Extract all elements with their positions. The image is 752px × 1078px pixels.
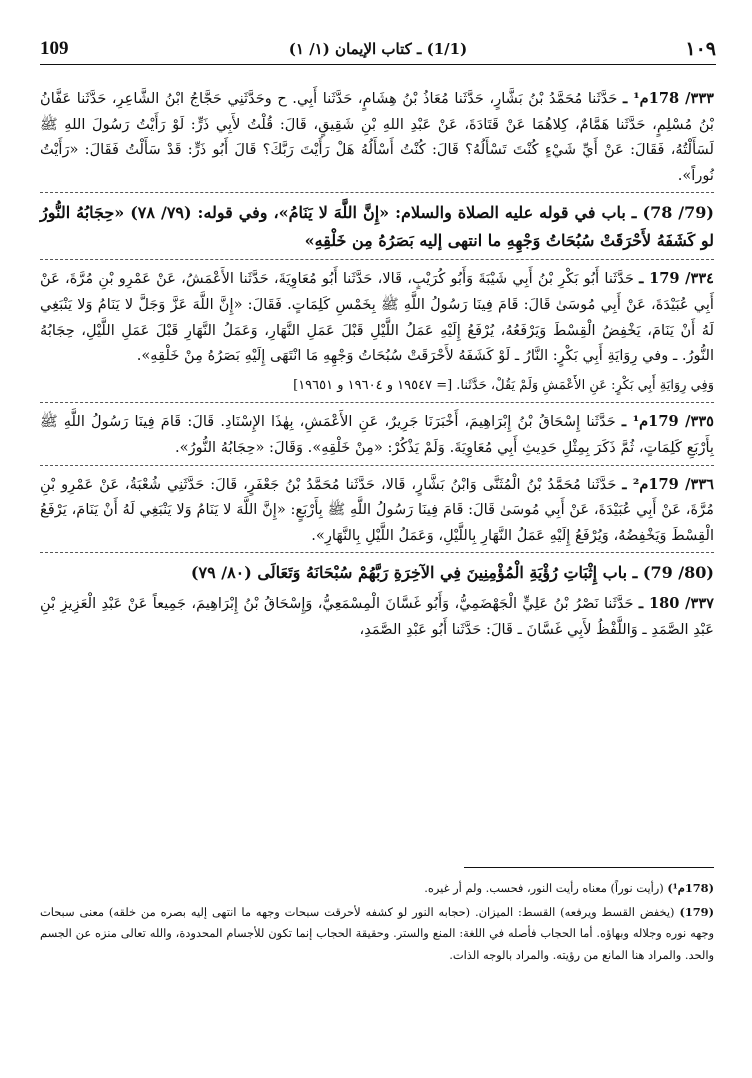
- hadith-number: ٣٣٦/ 179م² ـ: [622, 475, 715, 493]
- section-divider: [40, 192, 714, 193]
- riwaya-note: وَفِي رِوَايَةِ أَبِي بَكْرٍ: عَنِ الأَعْمَشِ وَلَمْ يَقُلْ، حَدَّثَنا. [= ١٩٥٤٧ و ١٩٦٠٤ و ١٩٦٥١]: [293, 377, 714, 393]
- hadith-336: [40, 472, 714, 549]
- page-number-latin: 109: [40, 38, 69, 59]
- footnote-label: (179): [679, 904, 714, 919]
- chapter-heading-78: (79/ 78) ـ باب في قوله عليه الصلاة والسلام: «إِنَّ اللَّهَ لا يَنَامُ»، وفي قوله: (٧٩/ ٧٨) «حِجَابُهُ النُّورُ لو كَشَفَهُ لأَحْرَقَتْ سُبُحَاتُ وَجْهِهِ ما انتهى إليه بَصَرُهُ مِن خَلْقِهِ»: [40, 203, 714, 251]
- hadith-number: ٣٣٥/ 179م¹ ـ: [621, 413, 715, 431]
- footnote-separator: [464, 867, 714, 868]
- hadith-text: حَدَّثَنا مُحَمَّدُ بْنُ الْمُثَنَّى وَابْنُ بَشَّارٍ، قَالا، حَدَّثَنا مُحَمَّدُ بْنُ جَعْفَرٍ، قَالَ: حَدَّثَنِي شُعْبَةُ، عَنْ عَمْرِو بْنِ مُرَّةَ، عَنْ أَبِي عُبَيْدَةَ، عَنْ أَبِي مُوسَىٰ قَالَ: قَامَ فِينَا رَسُولُ اللَّهِ ﷺ بِأَرْبَعٍ: «إِنَّ اللَّهَ لا يَنَامُ وَلا يَنْبَغِي لَهُ أَنْ يَنَامَ، يَرْفَعُ الْقِسْطَ وَيَخْفِضُهُ، وَيُرْفَعُ إِلَيْهِ عَمَلُ النَّهَارِ بِاللَّيْلِ، وَعَمَلُ اللَّيْلِ بِالنَّهَارِ».: [40, 475, 714, 544]
- hadith-number: ٣٣٧/ 180 ـ: [638, 595, 715, 613]
- section-divider: [40, 259, 714, 260]
- hadith-334: [40, 266, 714, 368]
- hadith-number: ٣٣٤/ 179 ـ: [639, 270, 714, 288]
- footnote: [40, 878, 714, 900]
- running-title: (1/1) ـ كتاب الإيمان (١/ ١): [288, 40, 468, 58]
- hadith-335: [40, 409, 714, 460]
- hadith-number: ٣٣٣/ 178م¹ ـ: [623, 90, 714, 107]
- chapter-heading-79: (80/ 79) ـ باب إِثْبَاتِ رُؤْيَةِ الْمُؤْمِنِينَ فِي الآخِرَةِ رَبَّهُمْ سُبْحَانَهُ وَتَعَالَى (٨٠/ ٧٩): [190, 563, 714, 583]
- page-number-arabic: ١٠٩: [685, 38, 716, 60]
- hadith-text: حَدَّثَنا مُحَمَّدُ بْنُ بَشَّارٍ، حَدَّثَنا مُعَاذُ بْنُ هِشَامٍ، حَدَّثَنا أَبِي. ح وحَدَّثَنِي حَجَّاجُ ابْنُ الشَّاعِرِ، حَدَّثَنا عَفَّانُ بْنُ مُسْلِمٍ، حَدَّثَنا هَمَّامٌ، كِلاهُمَا عَنْ قَتَادَةَ، عَنْ عَبْدِ اللهِ بْنِ شَقِيقٍ، قَالَ: قُلْتُ لأَبِي ذَرٍّ: لَوْ رَأَيْتُ رَسُولَ اللهِ ﷺ لَسَأَلْتُهُ، فَقَالَ: عَنْ أَيِّ شَيْءٍ كُنْتَ تَسْأَلُهُ؟ قَالَ: كُنْتُ أَسْأَلُهُ هَلْ رَأَيْتَ رَبَّكَ؟ قَالَ أَبُو ذَرٍّ: قَدْ سَأَلْتُ فَقَالَ: «رَأَيْتُ نُوراً».: [40, 90, 714, 184]
- section-divider: [40, 402, 714, 403]
- footnote: [40, 902, 714, 967]
- section-divider: [40, 552, 714, 553]
- footnote-label: (178م¹): [667, 881, 714, 895]
- hadith-337: [40, 591, 714, 642]
- hadith-text: حَدَّثَنا نَصْرُ بْنُ عَلِيٍّ الْجَهْضَمِيُّ، وَأَبُو غَسَّانَ الْمِسْمَعِيُّ، وَإِسْحَاقُ بْنُ إِبْرَاهِيمَ، جَمِيعاً عَنْ عَبْدِ الْعَزِيزِ بْنِ عَبْدِ الصَّمَدِ ـ وَاللَّفْظُ لأَبِي غَسَّانَ ـ قَالَ: حَدَّثَنا أَبُو عَبْدِ الصَّمَدِ،: [40, 595, 714, 638]
- footnote-text: (رأيت نوراً) معناه رأيت النور، فحسب. ولم أر غيره.: [424, 881, 664, 895]
- footnotes: [40, 878, 714, 968]
- main-text: [40, 86, 714, 647]
- page-header: [40, 34, 716, 65]
- hadith-text: حَدَّثَنا إِسْحَاقُ بْنُ إِبْرَاهِيمَ، أَخْبَرَنَا جَرِيرٌ، عَنِ الأَعْمَشِ، بِهٰذَا الإِسْنَادِ. قَالَ: قَامَ فِينَا رَسُولُ اللَّهِ ﷺ بِأَرْبَعِ كَلِمَاتٍ، ثُمَّ ذَكَرَ بِمِثْلِ حَدِيثِ أَبِي مُعَاوِيَةَ. وَلَمْ يَذْكُرْ: «مِنْ خَلْقِهِ». وَقَالَ: «حِجَابُهُ النُّورُ».: [40, 413, 714, 456]
- section-divider: [40, 465, 714, 466]
- hadith-333: [40, 86, 714, 188]
- footnote-text: (يخفض القسط ويرفعه) القسط: الميزان. (حجابه النور لو كشفه لأحرقت سبحات وجهه ما انتهى إليه بصره من خلقه) معنى سبحات وجهه نوره وجلاله وبهاؤه. أما الحجاب فأصله في اللغة: المنع والستر. وحقيقة الحجاب إنما تكون للأجسام المحدودة، والله تعالى منزه عن الجسم والحد. والمراد هنا المانع من رؤيته. والمراد بالوجه الذات.: [40, 904, 714, 962]
- hadith-text: حَدَّثَنا أَبُو بَكْرِ بْنُ أَبِي شَيْبَةَ وَأَبُو كُرَيْبٍ، قَالا، حَدَّثَنا أَبُو مُعَاوِيَةَ، حَدَّثَنا الأَعْمَشُ، عَنْ عَمْرِو بْنِ مُرَّةَ، عَنْ أَبِي عُبَيْدَةَ، عَنْ أَبِي مُوسَىٰ قَالَ: قَامَ فِينَا رَسُولُ اللَّهِ ﷺ بِخَمْسِ كَلِمَاتٍ. فَقَالَ: «إِنَّ اللَّهَ عَزَّ وَجَلَّ لا يَنَامُ وَلا يَنْبَغِي لَهُ أَنْ يَنَامَ، يَخْفِضُ الْقِسْطَ وَيَرْفَعُهُ، يُرْفَعُ إِلَيْهِ عَمَلُ اللَّيْلِ قَبْلَ عَمَلِ النَّهَارِ، وَعَمَلُ النَّهَارِ قَبْلَ عَمَلِ اللَّيْلِ، حِجَابُهُ النُّورُ. ـ وفي رِوَايَةِ أَبِي بَكْرٍ: النَّارُ ـ لَوْ كَشَفَهُ لأَحْرَقَتْ سُبُحَاتُ وَجْهِهِ مَا انْتَهَى إِلَيْهِ بَصَرُهُ مِنْ خَلْقِهِ».: [40, 270, 714, 365]
